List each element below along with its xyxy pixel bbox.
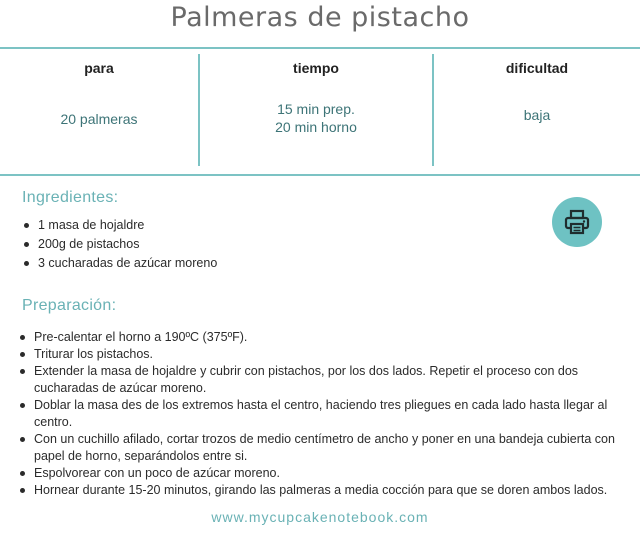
time-label: tiempo xyxy=(293,60,339,76)
list-item: Espolvorear con un poco de azúcar moreno. xyxy=(18,465,628,482)
list-item: Doblar la masa des de los extremos hasta el centro, haciendo tres pliegues en cada lado hasta llegar al centro. xyxy=(18,397,628,431)
website-link[interactable]: www.mycupcakenotebook.com xyxy=(211,509,429,525)
list-item: Triturar los pistachos. xyxy=(18,346,628,363)
ingredients-list xyxy=(22,216,217,273)
list-item: 3 cucharadas de azúcar moreno xyxy=(22,254,217,273)
print-button[interactable] xyxy=(552,197,602,247)
preparation-list xyxy=(18,329,628,499)
list-item: Con un cuchillo afilado, cortar trozos de medio centímetro de ancho y poner en una bandeja cubierta con papel de horno, separándolos entre si. xyxy=(18,431,628,465)
printer-icon xyxy=(563,208,591,236)
difficulty-value: baja xyxy=(523,107,551,123)
serves-label: para xyxy=(84,60,114,76)
bottom-divider xyxy=(0,174,640,176)
time-cook: 20 min horno xyxy=(275,119,357,135)
ingredients-heading: Ingredientes: xyxy=(22,189,119,206)
list-item: 200g de pistachos xyxy=(22,235,217,254)
list-item: Extender la masa de hojaldre y cubrir con pistachos, por los dos lados. Repetir el proceso con dos cucharadas de azúcar moreno. xyxy=(18,363,628,397)
time-value xyxy=(200,100,432,136)
preparation-heading: Preparación: xyxy=(22,297,117,314)
serves-value: 20 palmeras xyxy=(60,111,138,127)
meta-serves xyxy=(0,60,198,128)
list-item: Hornear durante 15-20 minutos, girando las palmeras a media cocción para que se doren ambos lados. xyxy=(18,482,628,499)
difficulty-label: dificultad xyxy=(505,60,569,76)
recipe-title: Palmeras de pistacho xyxy=(170,2,470,33)
list-item: Pre-calentar el horno a 190ºC (375ºF). xyxy=(18,329,628,346)
list-item: 1 masa de hojaldre xyxy=(22,216,217,235)
meta-difficulty xyxy=(434,60,640,124)
time-prep: 15 min prep. xyxy=(277,101,355,117)
meta-time xyxy=(200,60,432,136)
top-divider xyxy=(0,47,640,49)
